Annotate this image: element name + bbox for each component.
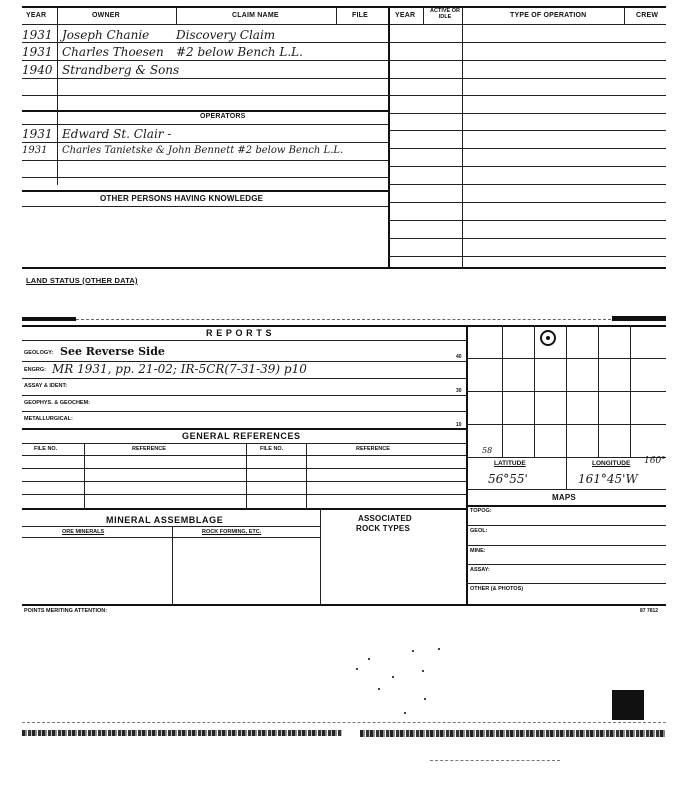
ref-file-no: FILE NO. (34, 446, 58, 452)
rock-types-label: ROCK TYPES (356, 524, 411, 533)
mineral-col-divider (172, 526, 173, 604)
owner-claim-2: #2 below Bench L.L. (176, 45, 303, 59)
owner-year-3: 1940 (22, 63, 53, 77)
scan-speck (378, 688, 380, 690)
row-line (466, 525, 666, 526)
col-active-divider (462, 7, 463, 267)
scan-noise-band (360, 730, 666, 737)
owner-name-3: Strandberg & Sons (62, 63, 180, 77)
ref-col-divider (246, 443, 247, 508)
owner-year-1: 1931 (22, 28, 53, 42)
scan-dashed-line (22, 722, 666, 723)
header-file: FILE (352, 12, 368, 19)
other-persons-heading: OTHER PERSONS HAVING KNOWLEDGE (100, 194, 264, 203)
latitude-value: 56°55' (488, 472, 528, 486)
row-line (466, 545, 666, 546)
scan-noise-band (22, 730, 342, 736)
row-line (22, 481, 466, 482)
col-year2-divider (423, 7, 424, 25)
maps-assay: ASSAY: (470, 567, 490, 573)
row-line (22, 455, 466, 456)
registration-block (612, 690, 644, 720)
scan-speck (356, 668, 358, 670)
mineral-assemblage-heading: MINERAL ASSEMBLAGE (106, 515, 224, 525)
row-line (22, 60, 666, 61)
col-owner-divider (176, 7, 177, 25)
scan-speck (412, 650, 414, 652)
row-line (22, 95, 666, 96)
ref-col-divider (84, 443, 85, 508)
general-references-heading-line (22, 443, 466, 444)
right-row-line (388, 202, 666, 203)
col-type-divider (624, 7, 625, 25)
maps-topog: TOPOG: (470, 508, 492, 514)
num-30: 30 (456, 388, 462, 394)
row-line (22, 160, 388, 161)
lower-bottom-border (22, 604, 666, 606)
header-bottom-line (22, 24, 666, 25)
header-type-of-operation: TYPE OF OPERATION (510, 12, 587, 19)
reports-right-divider (466, 325, 468, 605)
maps-mine: MINE: (470, 548, 486, 554)
mineral-heading-line (22, 526, 320, 527)
grid-mark: 58 (482, 446, 493, 455)
right-row-line (388, 256, 666, 257)
row-line (22, 395, 466, 396)
lower-top-border (22, 325, 666, 327)
location-marker-icon (540, 330, 556, 346)
maps-heading-line (466, 505, 666, 507)
reports-bottom-line (22, 428, 466, 430)
grid-h (466, 391, 666, 392)
col-year-divider (57, 7, 58, 185)
scan-dashed-line (430, 760, 560, 761)
grid-h (466, 424, 666, 425)
top-table-bottom (22, 267, 666, 269)
row-line (22, 468, 466, 469)
rock-forming-label: ROCK FORMING, ETC. (202, 529, 262, 535)
row-line (466, 564, 666, 565)
right-row-line (388, 220, 666, 221)
scan-speck (424, 698, 426, 700)
header-year-2: YEAR (395, 12, 416, 19)
longitude-note: 160° (644, 456, 666, 466)
row-line (22, 78, 666, 79)
maps-geol: GEOL: (470, 528, 488, 534)
reports-heading: R E P O R T S (206, 328, 273, 338)
top-border (22, 6, 666, 8)
ref-reference-2: REFERENCE (356, 446, 390, 452)
ref-file-no-2: FILE NO. (260, 446, 284, 452)
land-status-label: LAND STATUS (OTHER DATA) (26, 276, 138, 285)
row-line (22, 378, 466, 379)
row-line (22, 177, 388, 178)
longitude-label: LONGITUDE (592, 460, 631, 467)
header-claim-name: CLAIM NAME (232, 12, 279, 19)
row-line (22, 42, 666, 43)
owner-claim-1: Discovery Claim (176, 28, 276, 42)
num-40: 40 (456, 354, 462, 360)
other-persons-line (22, 206, 388, 207)
lat-long-bottom (466, 489, 666, 490)
scan-speck (368, 658, 370, 660)
owner-name-1: Joseph Chanie (62, 28, 150, 42)
operator-text-1: Edward St. Clair - (62, 127, 172, 141)
grid-h (466, 358, 666, 359)
maps-heading: MAPS (552, 493, 576, 502)
scan-speck (404, 712, 406, 714)
scan-speck (392, 676, 394, 678)
general-references-heading: GENERAL REFERENCES (182, 431, 301, 441)
scan-speck (422, 670, 424, 672)
reports-heading-line (22, 340, 466, 341)
top-edge-mark-right (612, 316, 666, 321)
geology-label: GEOLOGY: (24, 350, 54, 356)
header-active-idle: ACTIVE OR IDLE (430, 8, 460, 20)
ref-reference: REFERENCE (132, 446, 166, 452)
operators-heading: OPERATORS (200, 113, 246, 120)
longitude-value: 161°45'W (578, 472, 638, 486)
engrg-label: ENGRG: (24, 367, 46, 373)
header-year: YEAR (26, 12, 47, 19)
assay-label: ASSAY & IDENT: (24, 383, 68, 389)
operators-top-line (22, 110, 388, 112)
maps-other: OTHER (& PHOTOS) (470, 586, 524, 592)
operators-heading-line (22, 124, 388, 125)
assoc-col-divider (320, 508, 321, 604)
engrg-value: MR 1931, pp. 21-02; IR-5CR(7-31-39) p10 (52, 362, 307, 376)
right-row-line (388, 238, 666, 239)
right-row-line (388, 130, 666, 131)
owner-name-2: Charles Thoesen (62, 45, 164, 59)
header-owner: OWNER (92, 12, 120, 19)
right-row-line (388, 113, 666, 114)
top-edge-mark (22, 317, 76, 321)
associated-label: ASSOCIATED (358, 514, 412, 523)
row-line (22, 411, 466, 412)
num-10: 10 (456, 422, 462, 428)
col-claim-divider (336, 7, 337, 25)
ore-minerals-label: ORE MINERALS (62, 529, 105, 535)
ref-col-divider (306, 443, 307, 508)
form-number: 87 7812 (640, 608, 659, 614)
geology-value: See Reverse Side (60, 345, 165, 358)
lat-long-divider (566, 457, 567, 489)
operator-text-2: Charles Tanietske & John Bennett #2 below Bench L.L. (62, 145, 344, 156)
header-crew: CREW (636, 12, 659, 19)
right-row-line (388, 148, 666, 149)
scan-speck (438, 648, 440, 650)
owner-year-2: 1931 (22, 45, 53, 59)
operator-year-2: 1931 (22, 145, 48, 156)
mineral-sub-line (22, 537, 320, 538)
right-row-line (388, 184, 666, 185)
col-file-divider (388, 7, 390, 267)
right-row-line (388, 166, 666, 167)
metallurgical-label: METALLURGICAL: (24, 416, 73, 422)
references-bottom-line (22, 508, 466, 510)
row-line (22, 494, 466, 495)
other-persons-top-line (22, 190, 388, 192)
geophys-label: GEOPHYS. & GEOCHEM: (24, 400, 91, 406)
row-line (466, 583, 666, 584)
latitude-label: LATITUDE (494, 460, 526, 467)
top-edge-dashed (76, 319, 616, 320)
operator-year-1: 1931 (22, 127, 53, 141)
points-meriting-attention: POINTS MERITING ATTENTION: (24, 608, 108, 614)
row-line (22, 142, 388, 143)
